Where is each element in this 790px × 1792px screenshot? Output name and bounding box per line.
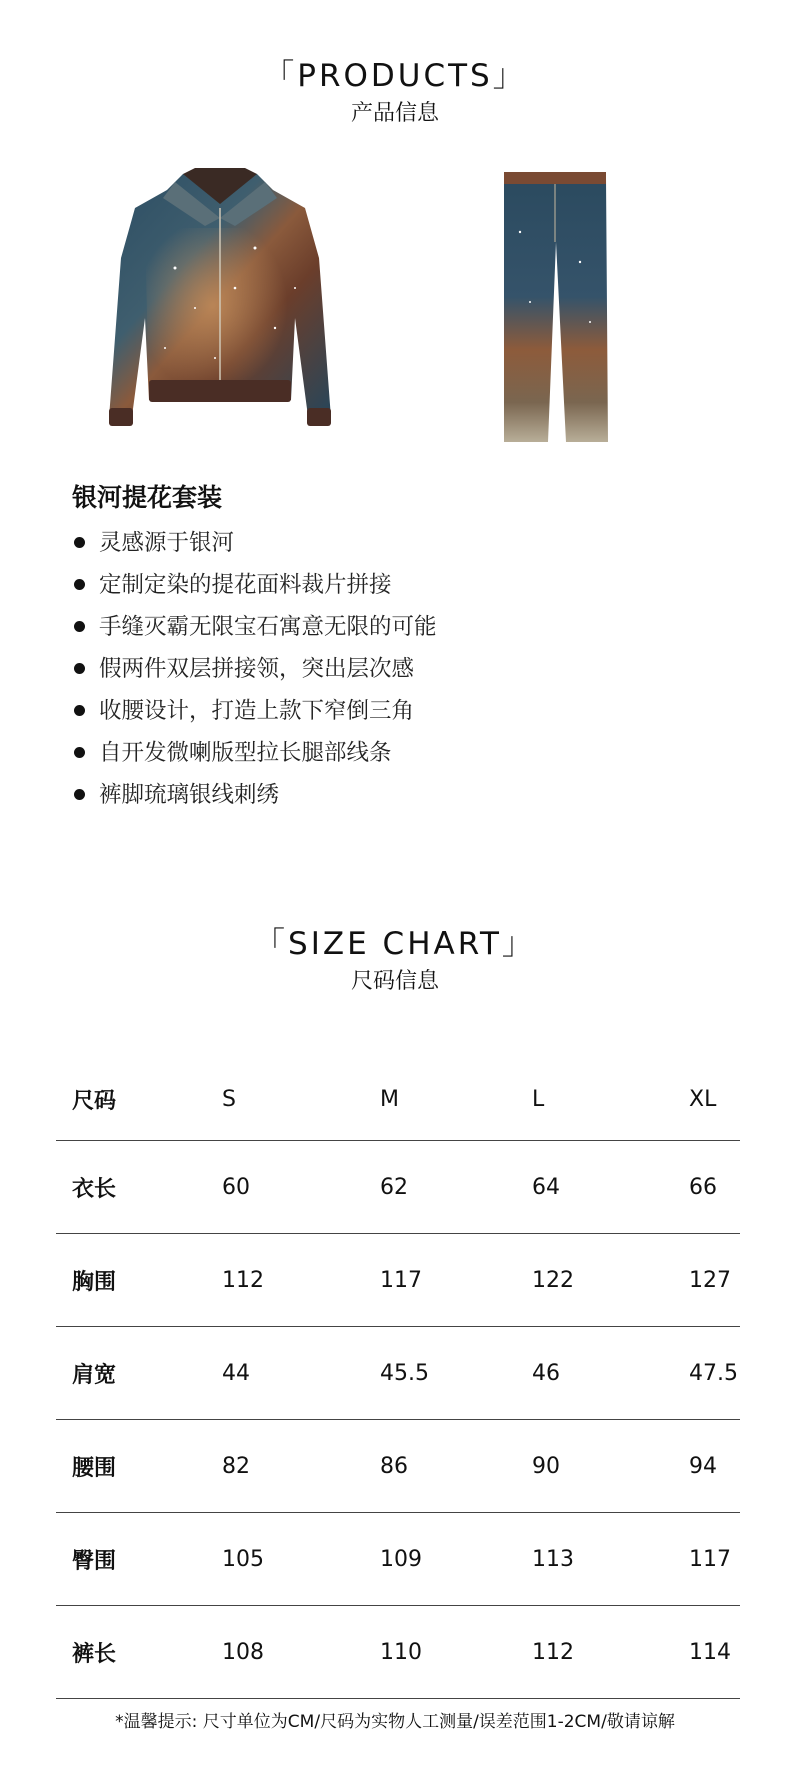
size-note: *温馨提示: 尺寸单位为CM/尺码为实物人工测量/误差范围1-2CM/敬请谅解 [115, 1712, 675, 1732]
products-title: 「PRODUCTS」 [263, 58, 527, 94]
product-name: 银河提花套装 [72, 483, 223, 512]
header-cell: L [532, 1086, 545, 1112]
table-cell: 109 [364, 1513, 516, 1606]
list-item: 自开发微喇版型拉长腿部线条 [72, 732, 437, 774]
row-label: 腰围 [56, 1420, 206, 1513]
row-label: 胸围 [56, 1234, 206, 1327]
table-row [56, 1606, 740, 1699]
table-row [56, 1513, 740, 1606]
products-subtitle: 产品信息 [350, 101, 439, 126]
table-cell: 105 [206, 1513, 364, 1606]
header-cell: 尺码 [72, 1088, 117, 1114]
row-label: 臀围 [56, 1513, 206, 1606]
list-item: 手缝灭霸无限宝石寓意无限的可能 [72, 606, 437, 648]
table-cell: 110 [364, 1606, 516, 1699]
table-cell: 117 [673, 1513, 740, 1606]
table-row [56, 1141, 740, 1234]
table-row [56, 1234, 740, 1327]
table-cell: 112 [516, 1606, 673, 1699]
list-item: 灵感源于银河 [72, 522, 437, 564]
table-cell: 114 [673, 1606, 740, 1699]
table-cell: 113 [516, 1513, 673, 1606]
table-cell: 127 [673, 1234, 740, 1327]
bullet-icon [74, 621, 85, 632]
list-item: 定制定染的提花面料裁片拼接 [72, 564, 437, 606]
table-cell: 66 [673, 1141, 740, 1234]
feature-list [72, 522, 437, 816]
bullet-icon [74, 579, 85, 590]
table-row [56, 1420, 740, 1513]
table-cell: 122 [516, 1234, 673, 1327]
table-cell: 86 [364, 1420, 516, 1513]
table-cell: 82 [206, 1420, 364, 1513]
bullet-icon [74, 789, 85, 800]
table-cell: 108 [206, 1606, 364, 1699]
table-cell: 44 [206, 1327, 364, 1420]
table-cell: 45.5 [364, 1327, 516, 1420]
bullet-icon [74, 747, 85, 758]
table-cell: 64 [516, 1141, 673, 1234]
size-table [56, 1040, 740, 1699]
bullet-icon [74, 705, 85, 716]
list-item: 裤脚琉璃银线刺绣 [72, 774, 437, 816]
table-cell: 94 [673, 1420, 740, 1513]
header-cell: S [222, 1086, 236, 1112]
galaxy-jacquard-jacket-image [105, 168, 335, 446]
galaxy-jacquard-pants-image [500, 172, 610, 446]
table-cell: 112 [206, 1234, 364, 1327]
table-cell: 90 [516, 1420, 673, 1513]
table-header-row [56, 1040, 740, 1141]
header-cell: XL [689, 1086, 717, 1112]
row-label: 衣长 [56, 1141, 206, 1234]
size-chart-subtitle: 尺码信息 [350, 969, 439, 994]
table-cell: 117 [364, 1234, 516, 1327]
row-label: 肩宽 [56, 1327, 206, 1420]
size-chart-title: 「SIZE CHART」 [254, 926, 536, 962]
bullet-icon [74, 663, 85, 674]
table-cell: 62 [364, 1141, 516, 1234]
list-item: 收腰设计，打造上款下窄倒三角 [72, 690, 437, 732]
table-cell: 60 [206, 1141, 364, 1234]
table-cell: 46 [516, 1327, 673, 1420]
table-cell: 47.5 [673, 1327, 740, 1420]
bullet-icon [74, 537, 85, 548]
row-label: 裤长 [56, 1606, 206, 1699]
header-cell: M [380, 1086, 399, 1112]
table-row [56, 1327, 740, 1420]
list-item: 假两件双层拼接领，突出层次感 [72, 648, 437, 690]
